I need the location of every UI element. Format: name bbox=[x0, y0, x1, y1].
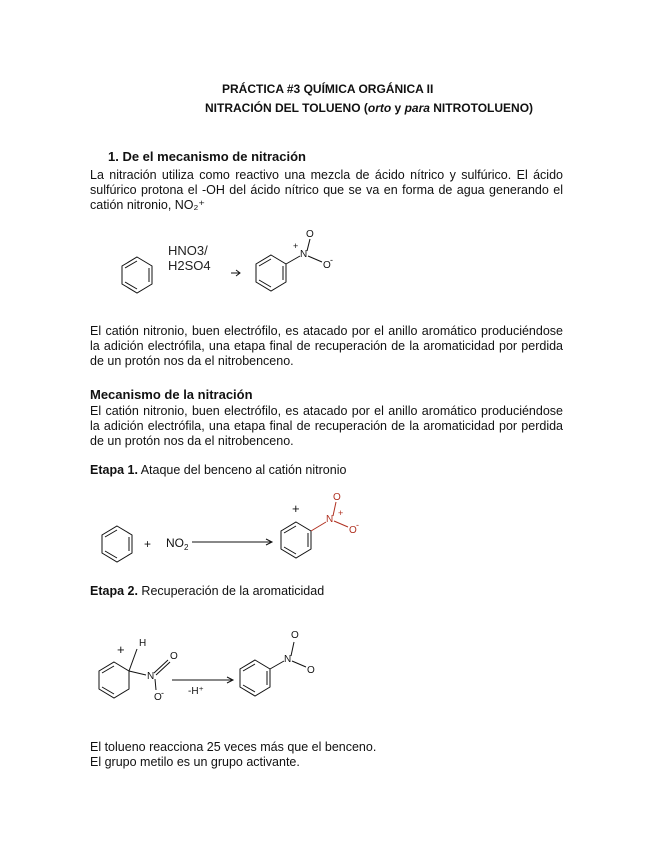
nitration-scheme bbox=[100, 225, 360, 315]
ring-charge: + bbox=[292, 501, 300, 516]
step2-scheme bbox=[90, 622, 350, 712]
title-orto: orto bbox=[367, 101, 392, 115]
nitro-n-charge: + bbox=[338, 508, 344, 518]
title-prefix: NITRACIÓN DEL TOLUENO ( bbox=[205, 101, 368, 115]
title-para: para bbox=[404, 101, 430, 115]
nitro-plus: + bbox=[293, 241, 299, 251]
title-suffix: NITROTOLUENO) bbox=[429, 101, 534, 115]
o-double: O bbox=[170, 651, 178, 662]
nitrobenzene-ring bbox=[240, 642, 306, 696]
reagent-h2so4: H2SO4 bbox=[168, 258, 211, 273]
sigma-complex-ring bbox=[99, 649, 170, 698]
no2-reagent bbox=[166, 536, 189, 552]
arrow-label: -H⁺ bbox=[188, 686, 204, 697]
nitro-o-top: O bbox=[333, 492, 341, 503]
step1-label: Etapa 1. bbox=[90, 463, 138, 477]
reagent-hno3: HNO3/ bbox=[168, 243, 208, 258]
intermediate-ring bbox=[281, 522, 311, 558]
footer-line-1: El tolueno reacciona 25 veces más que el benceno. bbox=[90, 740, 377, 754]
step2-caption bbox=[90, 584, 324, 598]
mechanism-heading: Mecanismo de la nitración bbox=[90, 387, 253, 402]
nitrobenzene-ring bbox=[256, 239, 322, 291]
benzene-ring bbox=[122, 257, 152, 293]
nitro-o-bottom: O bbox=[349, 525, 357, 536]
nitro-o-top: O bbox=[306, 229, 314, 240]
title-line-1: PRÁCTICA #3 QUÍMICA ORGÁNICA II bbox=[222, 82, 434, 96]
title-y: y bbox=[391, 101, 405, 115]
reaction-arrow bbox=[192, 539, 272, 545]
step2-desc: Recuperación de la aromaticidad bbox=[137, 584, 325, 598]
footer-line-2: El grupo metilo es un grupo activante. bbox=[90, 755, 300, 769]
step2-label: Etapa 2. bbox=[90, 584, 138, 598]
reaction-arrow bbox=[172, 677, 233, 683]
reaction-arrow bbox=[231, 270, 240, 276]
no2-sub: 2 bbox=[184, 543, 189, 552]
intro-paragraph: La nitración utiliza como reactivo una mezcla de ácido nítrico y sulfúrico. El ácido sulfúrico protona el -OH del ácido nítrico que se va en forma de agua generando el catión nitronio, NO₂⁺ bbox=[90, 168, 563, 212]
nitronio-paragraph: El catión nitronio, buen electrófilo, es atacado por el anillo aromático produciéndose la adición electrófila, una etapa final de recuperación de la aromaticidad por perdida de un protón nos da el nitrobenceno. bbox=[90, 324, 563, 368]
benzene-ring bbox=[102, 526, 132, 562]
title-line-2 bbox=[205, 101, 533, 115]
o-single: O bbox=[154, 692, 162, 703]
step1-scheme bbox=[90, 488, 380, 573]
product-o-top: O bbox=[291, 630, 299, 641]
section-heading: 1. De el mecanismo de nitración bbox=[108, 149, 306, 164]
plus-sign: + bbox=[144, 537, 152, 551]
n-atom: N bbox=[147, 671, 155, 682]
nitro-n: N bbox=[300, 249, 308, 260]
nitro-o-charge: - bbox=[356, 520, 359, 530]
h-atom: H bbox=[139, 638, 147, 649]
step1-desc: Ataque del benceno al catión nitronio bbox=[137, 463, 347, 477]
nitro-minus: - bbox=[330, 255, 333, 265]
product-o-bottom: O bbox=[307, 665, 315, 676]
ring-charge: + bbox=[117, 642, 125, 657]
nitro-o-bottom: O bbox=[323, 260, 331, 271]
no2-text: NO bbox=[166, 536, 184, 550]
nitro-n: N bbox=[326, 514, 334, 525]
o-charge: - bbox=[161, 688, 164, 698]
mechanism-paragraph: El catión nitronio, buen electrófilo, es atacado por el anillo aromático produciéndose la adición electrófila, una etapa final de recuperación de la aromaticidad por perdida de un protón nos da el nitrobenceno. bbox=[90, 404, 563, 448]
step1-caption bbox=[90, 463, 346, 477]
product-n: N bbox=[284, 654, 292, 665]
